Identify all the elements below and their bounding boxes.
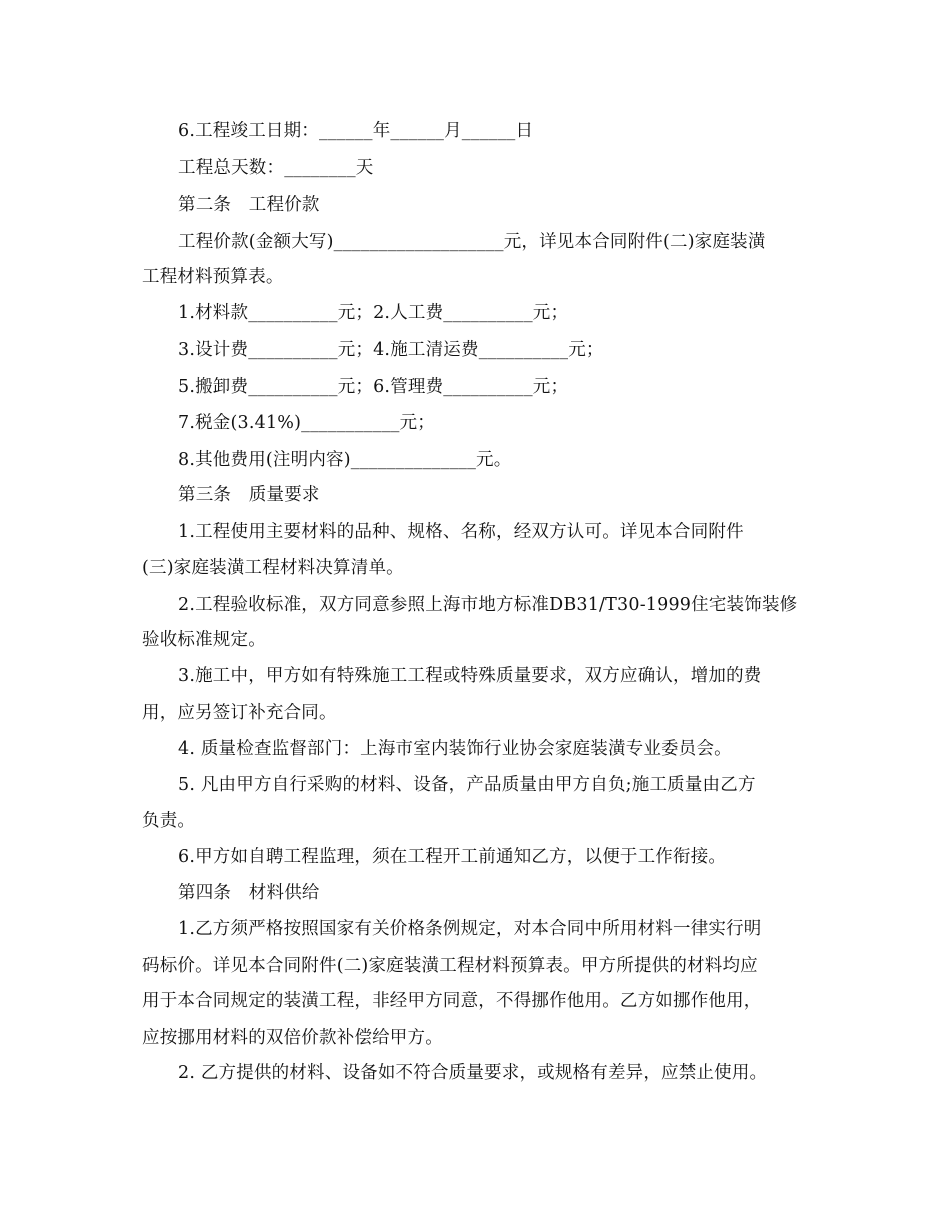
fee-line-1: 1.材料款__________元；2.人工费__________元； [178,303,569,323]
quality-item-2: 2.工程验收标准，双方同意参照上海市地方标准DB31/T30-1999住宅装饰装修 [178,595,798,615]
tax-line: 7.税金(3.41%)___________元； [178,413,435,433]
quality-item-3: 3.施工中，甲方如有特殊施工工程或特殊质量要求，双方应确认，增加的费 [178,666,762,686]
quality-item-1: 1.工程使用主要材料的品种、规格、名称，经双方认可。详见本合同附件 [178,522,744,542]
quality-item-1-cont: (三)家庭装潢工程材料决算清单。 [142,558,404,578]
quality-item-3-cont: 用，应另签订补充合同。 [142,703,337,723]
price-line: 工程价款(金额大写)___________________元，详见本合同附件(二)家庭装潢 [178,232,766,252]
price-line-cont: 工程材料预算表。 [142,267,284,287]
supply-item-1-cont-a: 码标价。详见本合同附件(二)家庭装潢工程材料预算表。甲方所提供的材料均应 [142,956,758,976]
quality-item-4: 4. 质量检查监督部门：上海市室内装饰行业协会家庭装潢专业委员会。 [178,739,732,759]
total-days-line: 工程总天数：________天 [178,158,374,178]
supply-item-2: 2. 乙方提供的材料、设备如不符合质量要求，或规格有差异，应禁止使用。 [178,1063,768,1083]
supply-item-1-cont-c: 应按挪用材料的双倍价款补偿给甲方。 [142,1028,443,1048]
supply-item-1: 1.乙方须严格按照国家有关价格条例规定，对本合同中所用材料一律实行明 [178,919,762,939]
quality-item-5: 5. 凡由甲方自行采购的材料、设备，产品质量由甲方自负;施工质量由乙方 [178,775,756,795]
article-2-heading: 第二条 工程价款 [178,195,320,215]
fee-line-3: 5.搬卸费__________元；6.管理费__________元； [178,377,569,397]
supply-item-1-cont-b: 用于本合同规定的装潢工程，非经甲方同意，不得挪作他用。乙方如挪作他用， [142,991,762,1011]
completion-date-line: 6.工程竣工日期：______年______月______日 [178,121,534,141]
fee-line-2: 3.设计费__________元；4.施工清运费__________元； [178,340,604,360]
quality-item-2-cont: 验收标准规定。 [142,630,266,650]
quality-item-5-cont: 负责。 [142,811,196,831]
article-3-heading: 第三条 质量要求 [178,485,320,505]
other-fees-line: 8.其他费用(注明内容)______________元。 [178,450,512,470]
article-4-heading: 第四条 材料供给 [178,883,320,903]
quality-item-6: 6.甲方如自聘工程监理，须在工程开工前通知乙方，以便于工作衔接。 [178,847,727,867]
